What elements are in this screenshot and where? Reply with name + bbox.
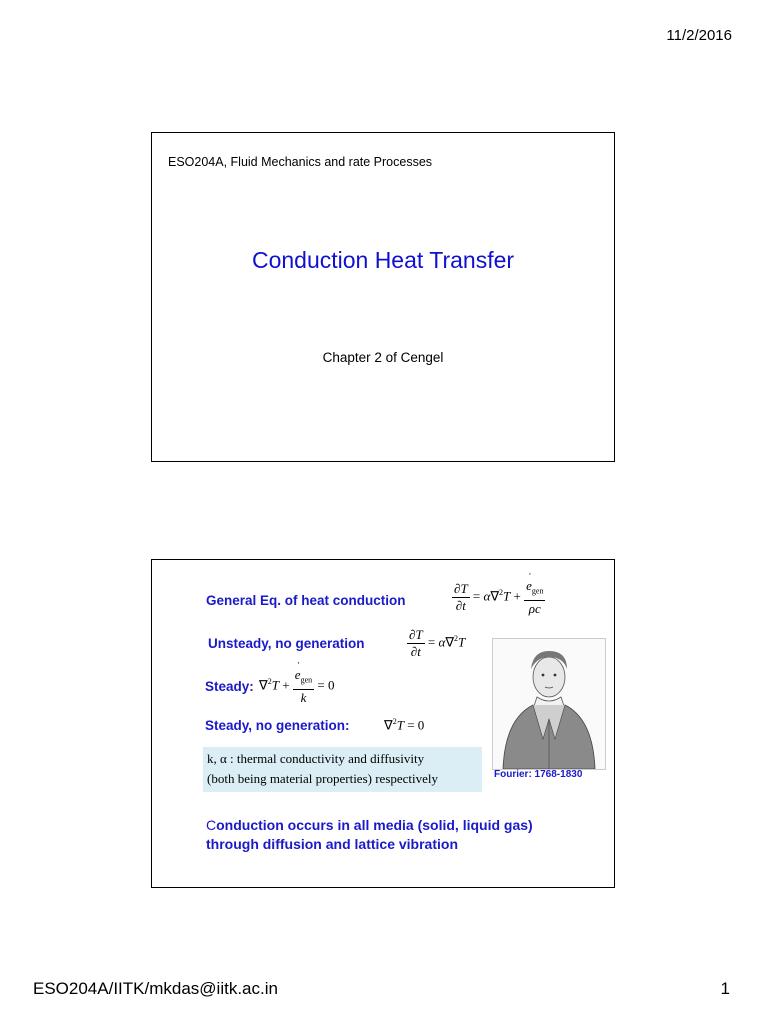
general-equation-label: General Eq. of heat conduction bbox=[206, 593, 406, 608]
unsteady-label: Unsteady, no generation bbox=[208, 636, 365, 651]
fourier-portrait bbox=[492, 638, 606, 770]
slide-2 bbox=[151, 559, 615, 888]
conduction-line-1: onduction occurs in all media (solid, liquid gas) bbox=[216, 817, 533, 833]
chapter-reference: Chapter 2 of Cengel bbox=[322, 350, 444, 365]
portrait-caption: Fourier: 1768-1830 bbox=[494, 769, 583, 780]
footer-author: ESO204A/IITK/mkdas@iitk.ac.in bbox=[33, 979, 278, 998]
conduction-statement bbox=[206, 816, 533, 854]
conduction-first-letter: C bbox=[206, 817, 217, 833]
definition-line-2: (both being material properties) respectively bbox=[207, 771, 439, 786]
general-equation: $\frac{\partial T}{\partial t}$ = α∇$^2$T + ˙ $\frac{e_{gen}}{\rho c}$ bbox=[452, 578, 545, 617]
page-number: 1 bbox=[720, 979, 730, 998]
slide-title: Conduction Heat Transfer bbox=[251, 247, 515, 273]
definition-line-1: k, α : thermal conductivity and diffusivity bbox=[207, 751, 425, 766]
date: 11/2/2016 bbox=[666, 27, 732, 44]
conduction-line-2: through diffusion and lattice vibration bbox=[206, 836, 458, 852]
slide-1 bbox=[151, 132, 615, 462]
steady-equation: ∇$^2$T + ˙ $\frac{e_{gen}}{k}$ = 0 bbox=[259, 667, 334, 706]
steady-no-generation-equation: ∇$^2$T = 0 bbox=[384, 717, 425, 733]
steady-no-generation-label: Steady, no generation: bbox=[205, 718, 350, 733]
course-title: ESO204A, Fluid Mechanics and rate Processes bbox=[168, 155, 433, 169]
definition-box bbox=[203, 747, 482, 792]
steady-label: Steady: bbox=[205, 679, 254, 694]
unsteady-equation: $\frac{\partial T}{\partial t}$ = α∇$^2$T bbox=[409, 627, 466, 659]
